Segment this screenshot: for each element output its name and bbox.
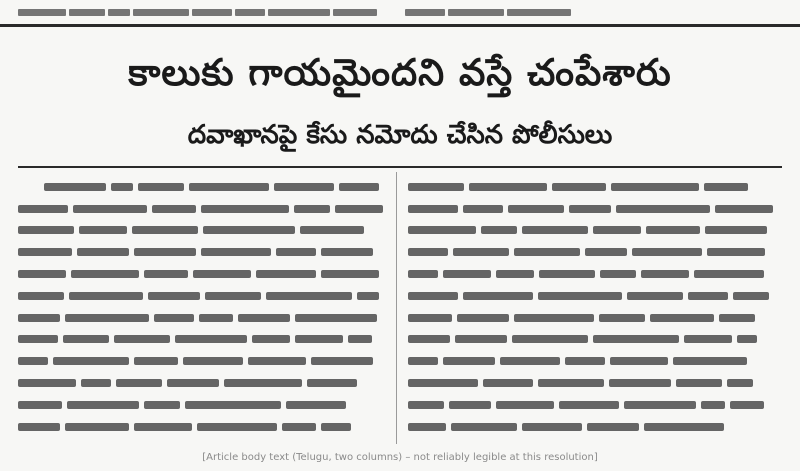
cutoff-line-right xyxy=(405,2,585,16)
body-line xyxy=(18,285,384,307)
previous-article-cutoff xyxy=(0,0,800,27)
body-line xyxy=(18,329,384,351)
body-line xyxy=(408,416,782,438)
subheadline: దవాఖానపై కేసు నమోదు చేసిన పోలీసులు xyxy=(187,120,613,150)
body-line xyxy=(18,176,384,198)
cutoff-line-left xyxy=(18,2,398,16)
body-line xyxy=(18,198,384,220)
body-column-left xyxy=(18,176,384,446)
body-line xyxy=(18,263,384,285)
body-line xyxy=(18,350,384,372)
headline-rule xyxy=(18,166,782,168)
body-line xyxy=(18,372,384,394)
body-line xyxy=(408,198,782,220)
body-column-right xyxy=(408,176,782,446)
body-line xyxy=(408,372,782,394)
body-line xyxy=(408,241,782,263)
body-line xyxy=(18,241,384,263)
body-line xyxy=(408,394,782,416)
body-line xyxy=(18,220,384,242)
body-line xyxy=(18,394,384,416)
body-line xyxy=(408,307,782,329)
body-line xyxy=(408,220,782,242)
body-line xyxy=(408,285,782,307)
body-line xyxy=(408,329,782,351)
illegible-note: [Article body text (Telugu, two columns) – not reliably legible at this resolution] xyxy=(202,452,598,463)
body-line xyxy=(408,263,782,285)
body-line xyxy=(408,176,782,198)
body-line xyxy=(408,350,782,372)
column-divider xyxy=(396,172,397,444)
body-line xyxy=(18,307,384,329)
body-line xyxy=(18,416,384,438)
headline: కాలుకు గాయమైందని వస్తే చంపేశారు xyxy=(128,51,672,94)
